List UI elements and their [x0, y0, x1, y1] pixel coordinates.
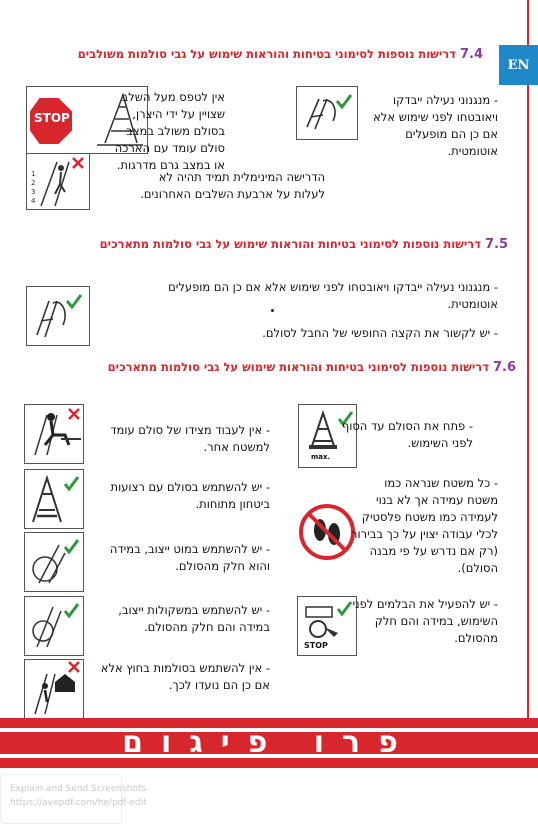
watermark[interactable]: [10, 782, 147, 810]
step-number: 3: [31, 188, 36, 196]
s75-text: - מנגנוני נעילה ייבדקו ויאובטחו לפני שימוש אלא אם כן הם מופעלים אוטומטית.: [168, 280, 498, 311]
climber-cross-icon: [26, 153, 90, 210]
section-heading-7-5: [100, 237, 508, 252]
step-number: 4: [31, 197, 36, 205]
s76-left-item-2: - יש להשתמש בסולם עם רצועות ביטחון מתוחות.: [110, 480, 270, 511]
watermark-title: Explain and Send Screenshots: [10, 784, 147, 794]
footer-brand-band: [0, 718, 538, 768]
s76-left-item-5: - אין להשתמש בסולמות בחוץ אלא אם כן הם נועדו לכך.: [100, 661, 270, 692]
s76-left-item-1: - אין לעבוד מצידו של סולם עומד למשטח אחר.: [110, 423, 270, 454]
step-number: 2: [31, 179, 36, 187]
section-title: דרישות נוספות לסימוני בטיחות והוראות שימוש על גבי סולמות מתארכים: [99, 237, 481, 251]
section-number: 7.4: [459, 47, 483, 62]
section-heading-7-6: [108, 360, 516, 375]
stop-sign-label: STOP: [34, 111, 70, 125]
outdoor-cross-icon: [24, 659, 84, 719]
side-step-cross-icon: [24, 404, 84, 464]
watermark-link[interactable]: https://avepdf.com/he/pdf-edit: [10, 798, 147, 808]
section-title: דרישות נוספות לסימוני בטיחות והוראות שימוש על גבי סולמות משולבים: [77, 47, 456, 61]
s76-right-item-2: - כל משטח שנראה כמו משטח עמידה אך לא בנוי לעמידה כמו משטח פלסטיק לכלי עבודה יצוין על כך בבירור (רק אם נדרש על פי מבנה הסולם).: [351, 476, 498, 575]
s76-right-item-1: - פתח את הסולם עד הסוף לפני השימוש.: [341, 419, 473, 450]
s74-left-text: אין לטפס מעל השלב שצויין על ידי היצרן, בסולם משולב במצב סולם עומד עם הארכה או במצב גרם מדרגות.: [114, 90, 225, 172]
section-number: 7.5: [484, 237, 508, 252]
s74-note: הדרישה המינימלית תמיד תהיה לא לעלות על ארבעת השלבים האחרונים.: [140, 170, 325, 201]
section-heading-7-4: [78, 47, 483, 62]
step-number: 1: [31, 170, 36, 178]
stray-dot: [271, 309, 274, 312]
section-title: דרישות נוספות לסימוני בטיחות והוראות שימוש על גבי סולמות מתארכים: [107, 360, 489, 374]
s75-text-2: - יש לקשור את הקצה החופשי של החבל לסולם.: [262, 326, 498, 340]
max-label: max.: [311, 453, 331, 461]
ladder-lock-check-icon: [26, 286, 90, 346]
s74-right-text: - מנגנוני נעילה ייבדקו ויאובטחו לפני שימוש אלא אם כן הם מופעלים אוטומטית.: [373, 93, 498, 158]
language-tab-en[interactable]: EN: [499, 45, 538, 85]
stop-label: STOP: [304, 641, 328, 650]
s76-left-item-4: - יש להשתמש במשקולות ייצוב, במידה והם חלק מהסולם.: [118, 603, 270, 634]
stabilizer-check-icon: [24, 532, 84, 592]
s76-left-item-3: - יש להשתמש במוט ייצוב, במידה והוא חלק מהסולם.: [109, 542, 270, 573]
footer-brand-text: פרו פיגום: [122, 725, 416, 760]
right-margin-line: [527, 0, 529, 718]
straps-check-icon: [24, 469, 84, 529]
s76-right-item-3: - יש להפעיל את הבלמים לפני השימוש, במידה והם חלק מהסולם.: [352, 597, 498, 645]
section-number: 7.6: [492, 360, 516, 375]
weights-check-icon: [24, 596, 84, 656]
